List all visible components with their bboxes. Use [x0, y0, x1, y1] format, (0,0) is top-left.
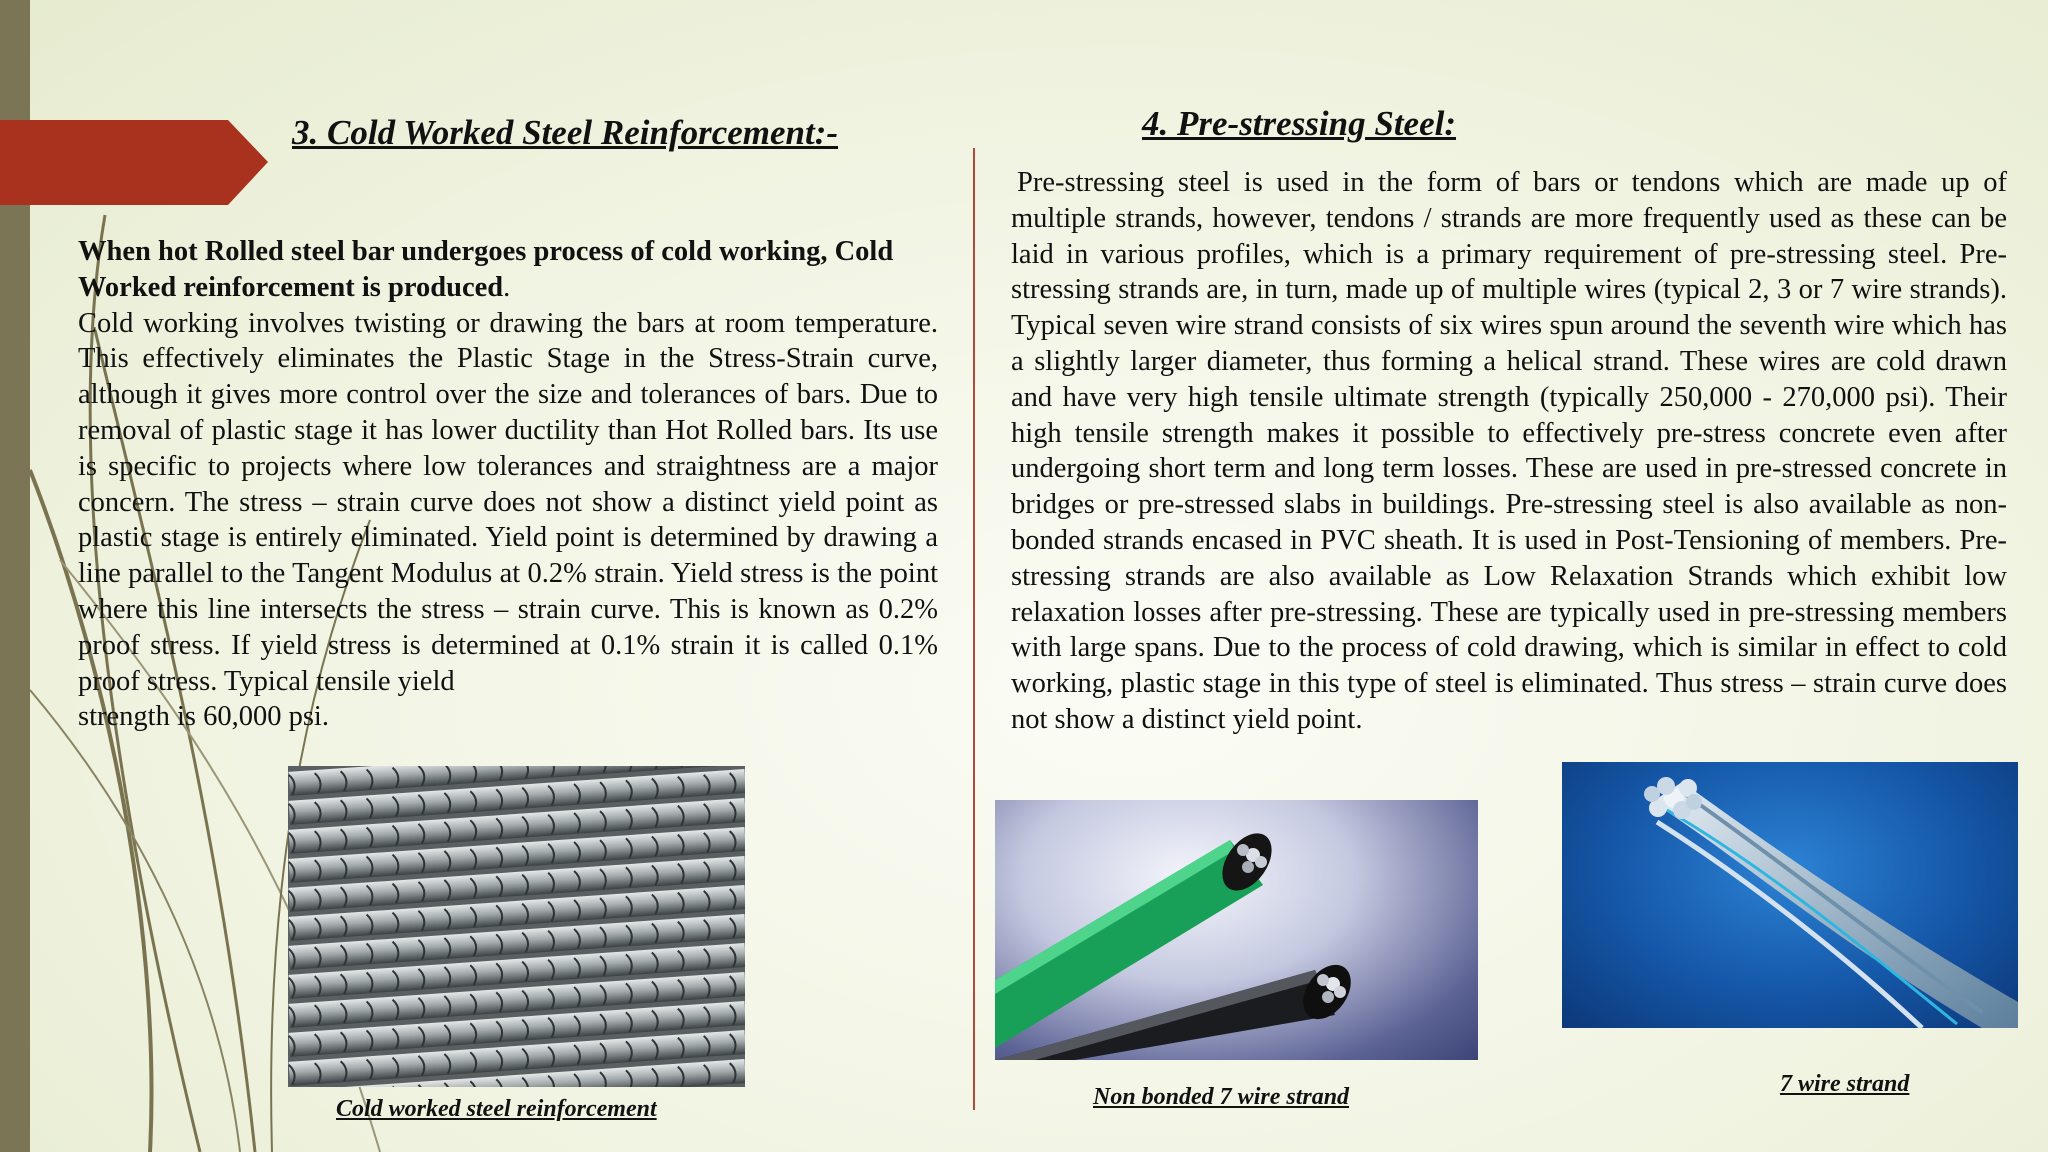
accent-arrow-shape: [0, 120, 268, 205]
non-bonded-strand-image: [995, 800, 1478, 1060]
prestressing-text: [1011, 165, 2007, 738]
cold-worked-steel-image: [288, 766, 745, 1087]
prestressing-heading: 4. Pre-stressing Steel:: [1142, 104, 1457, 143]
column-divider: [973, 148, 975, 1110]
caption-cold-worked: Cold worked steel reinforcement: [336, 1096, 657, 1122]
cold-worked-body: Cold working involves twisting or drawing the bars at room temperature. This effectively eliminates the Plastic Stage in the Stress-Strain curve, although it gives more control over the size and tolerances of bars. Due to removal of plastic stage it has lower ductility than Hot Rolled bars. Its use is specific to projects where low tolerances and straightness are a major concern. The stress – strain curve does not show a distinct yield point as plastic stage is entirely eliminated. Yield point is determined by drawing a line parallel to the Tangent Modulus at 0.2% strain. Yield stress is the point where this line intersects the stress – strain curve. This is known as 0.2% proof stress. If yield stress is determined at 0.1% strain it is called 0.1% proof stress. Typical tensile yield: [78, 307, 938, 697]
cold-worked-lead: When hot Rolled steel bar undergoes process of cold working, Cold Worked reinforcement is produced.: [78, 236, 894, 303]
caption-non-bonded: Non bonded 7 wire strand: [1093, 1084, 1350, 1110]
cold-worked-tail: strength is 60,000 psi.: [78, 701, 329, 733]
caption-seven-wire: 7 wire strand: [1780, 1071, 1910, 1097]
cold-worked-heading: 3. Cold Worked Steel Reinforcement:-: [292, 113, 839, 152]
seven-wire-strand-image: [1562, 762, 2018, 1028]
cold-worked-text: [78, 234, 938, 735]
prestressing-body: Pre-stressing steel is used in the form of bars or tendons which are made up of multiple strands, however, tendons / strands are more frequently used as these can be laid in various profiles, which is a primary requirement of pre-stressing steel. Pre-stressing strands are, in turn, made up of multiple wires (typical 2, 3 or 7 wire strands). Typical seven wire strand consists of six wires spun around the seventh wire which has a slightly larger diameter, thus forming a helical strand. These wires are cold drawn and have very high tensile ultimate strength (typically 250,000 - 270,000 psi). Their high tensile strength makes it possible to effectively pre-stress concrete even after undergoing short term and long term losses. These are used in pre-stressed concrete in bridges or pre-stressed slabs in buildings. Pre-stressing steel is also available as non-bonded strands encased in PVC sheath. It is used in Post-Tensioning of members. Pre-stressing strands are also available as Low Relaxation Strands which exhibit low relaxation losses after pre-stressing. These are typically used in pre-stressing members with large spans. Due to the process of cold drawing, which is similar in effect to cold working, plastic stage in this type of steel is eliminated. Thus stress – strain curve does not show a distinct yield point.: [1011, 167, 2007, 735]
